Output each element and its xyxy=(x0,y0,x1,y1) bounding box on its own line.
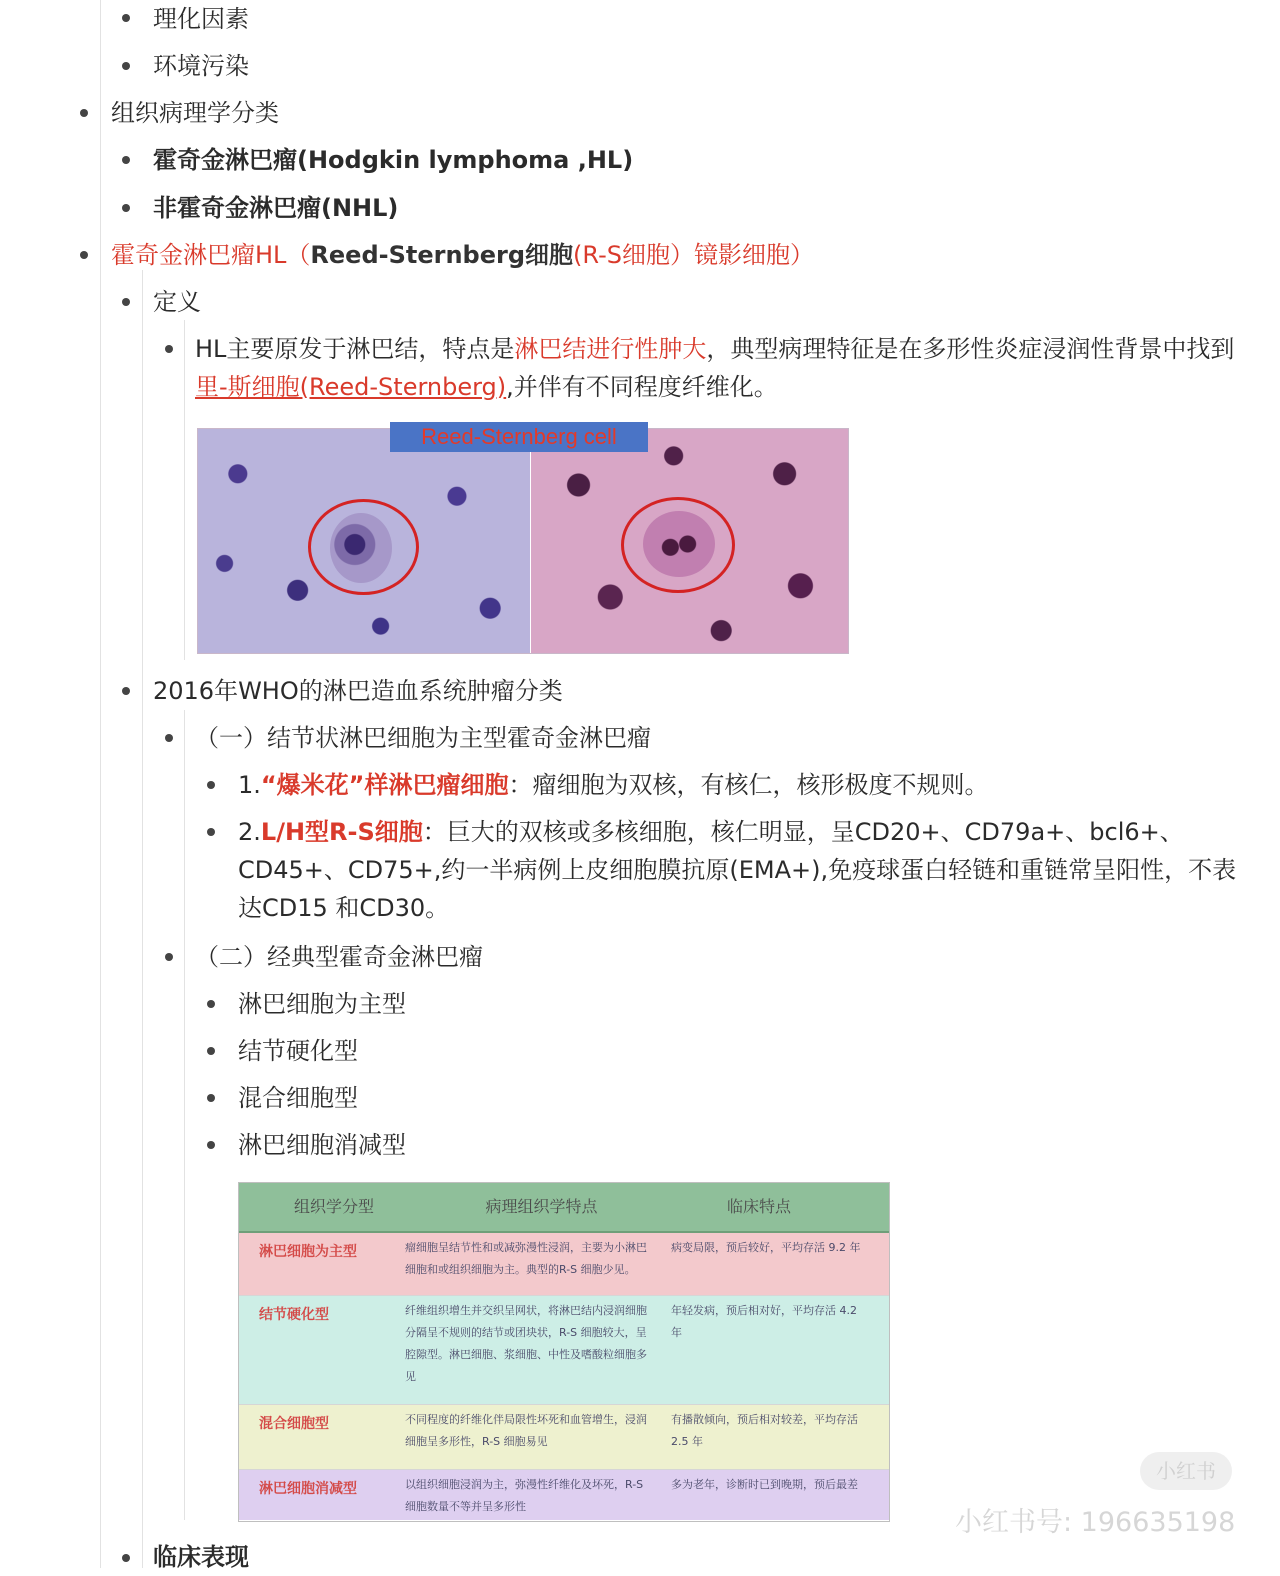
highlight-ring xyxy=(308,499,419,595)
bullet xyxy=(207,1000,215,1008)
list-item: 2016年WHO的淋巴造血系统肿瘤分类 xyxy=(153,677,563,705)
indent-guide xyxy=(100,0,101,1568)
column-header: 病理组织学特点 xyxy=(485,1197,598,1216)
list-item: 淋巴细胞消减型 xyxy=(238,1131,406,1159)
bullet xyxy=(207,1047,215,1055)
bullet xyxy=(165,734,173,742)
bullet xyxy=(122,14,130,22)
list-item: 结节硬化型 xyxy=(238,1037,358,1065)
highlight-term: L/H型R-S细胞 xyxy=(260,818,423,846)
watermark-badge: 小红书 xyxy=(1140,1452,1232,1490)
indent-guide xyxy=(184,320,185,660)
table-header xyxy=(239,1183,889,1233)
bullet xyxy=(122,687,130,695)
hl-heading-part: Reed-Sternberg细胞 xyxy=(310,241,574,269)
list-item: 霍奇金淋巴瘤(Hodgkin lymphoma ,HL) xyxy=(153,146,634,174)
list-item: 非霍奇金淋巴瘤(NHL) xyxy=(153,194,399,222)
table-row xyxy=(239,1296,889,1405)
text-run: ，典型病理特征是在多形性炎症浸润性背景中找到 xyxy=(706,335,1235,363)
table-row xyxy=(239,1233,889,1296)
item-number: 1. xyxy=(238,771,261,799)
figure-label: Reed-Sternberg cell xyxy=(390,422,648,452)
list-item: 理化因素 xyxy=(153,5,249,33)
indent-guide xyxy=(142,270,143,1568)
watermark-id: 小红书号: 196635198 xyxy=(955,1507,1236,1538)
highlight-term: “爆米花”样淋巴瘤细胞 xyxy=(260,771,509,799)
table-row xyxy=(239,1405,889,1470)
micrograph-right xyxy=(531,429,848,653)
list-item: （二）经典型霍奇金淋巴瘤 xyxy=(195,943,483,971)
cell-clinical: 有播散倾向，预后相对较差，平均存活 2.5 年 xyxy=(671,1413,858,1448)
column-header: 组织学分型 xyxy=(293,1197,374,1216)
bullet xyxy=(80,251,88,259)
cell-pathology: 不同程度的纤维化伴局限性坏死和血管增生，浸润细胞呈多形性，R-S 细胞易见 xyxy=(405,1413,647,1448)
highlight-ring xyxy=(621,497,735,593)
list-item xyxy=(238,813,1238,927)
cell-clinical: 多为老年，诊断时已到晚期，预后最差 xyxy=(671,1478,858,1491)
text-run: HL主要原发于淋巴结，特点是 xyxy=(195,335,515,363)
text-run: ：瘤细胞为双核，有核仁，核形极度不规则。 xyxy=(508,771,989,799)
bullet xyxy=(207,1094,215,1102)
micrograph-left xyxy=(198,429,530,653)
list-item: 临床表现 xyxy=(153,1543,249,1571)
bullet xyxy=(122,204,130,212)
list-item: 定义 xyxy=(153,288,201,316)
cell-clinical: 年轻发病，预后相对好，平均存活 4.2 年 xyxy=(671,1304,857,1339)
list-item: 淋巴细胞为主型 xyxy=(238,990,406,1018)
definition-text xyxy=(195,330,1240,406)
bullet xyxy=(80,109,88,117)
list-item: 环境污染 xyxy=(153,52,249,80)
classification-table xyxy=(238,1182,890,1522)
bullet xyxy=(122,1554,130,1562)
text-run: ：巨大的双核或多核细胞，核仁明显，呈CD20+、CD79a+、bcl6+、CD45+、CD75+,约一半病例上皮细胞膜抗原(EMA+),免疫球蛋白轻链和重链常呈阳性，不表达CD15 和CD30。 xyxy=(238,818,1237,922)
cell-pathology: 瘤细胞呈结节性和或减弥漫性浸润，主要为小淋巴细胞和或组织细胞为主。典型的R-S 细胞少见。 xyxy=(405,1241,647,1276)
cell-pathology: 纤维组织增生并交织呈网状，将淋巴结内浸润细胞分隔呈不规则的结节或团块状，R-S 细胞较大，呈腔隙型。淋巴细胞、浆细胞、中性及嗜酸粒细胞多见 xyxy=(405,1304,647,1383)
bullet xyxy=(122,156,130,164)
list-item: 混合细胞型 xyxy=(238,1084,358,1112)
indent-guide xyxy=(184,710,185,1520)
list-item xyxy=(238,766,988,804)
rs-cell-link[interactable]: 里-斯细胞(Reed-Sternberg) xyxy=(195,373,507,401)
cell-clinical: 病变局限，预后较好，平均存活 9.2 年 xyxy=(671,1241,861,1254)
text-run: ,并伴有不同程度纤维化。 xyxy=(506,373,778,401)
bullet xyxy=(122,298,130,306)
item-number: 2. xyxy=(238,818,261,846)
bullet xyxy=(122,62,130,70)
cell-type: 淋巴细胞消减型 xyxy=(259,1481,357,1497)
cell-type: 淋巴细胞为主型 xyxy=(259,1244,357,1260)
hl-heading-part: 霍奇金淋巴瘤HL（ xyxy=(111,241,311,269)
bullet xyxy=(207,1141,215,1149)
cell-pathology: 以组织细胞浸润为主，弥漫性纤维化及坏死，R-S 细胞数量不等并呈多形性 xyxy=(405,1478,644,1513)
column-header: 临床特点 xyxy=(726,1197,791,1216)
micrograph-figure xyxy=(197,428,849,654)
bullet xyxy=(165,345,173,353)
cell-type: 混合细胞型 xyxy=(259,1416,329,1432)
cell-type: 结节硬化型 xyxy=(259,1307,329,1323)
hl-heading-part: (R-S细胞）镜影细胞） xyxy=(573,241,814,269)
bullet xyxy=(207,781,215,789)
list-item: 组织病理学分类 xyxy=(111,99,279,127)
bullet xyxy=(165,953,173,961)
hl-heading xyxy=(111,236,814,274)
list-item: （一）结节状淋巴细胞为主型霍奇金淋巴瘤 xyxy=(195,724,651,752)
text-run: 淋巴结进行性肿大 xyxy=(514,335,707,363)
table-row xyxy=(239,1470,889,1520)
bullet xyxy=(207,828,215,836)
